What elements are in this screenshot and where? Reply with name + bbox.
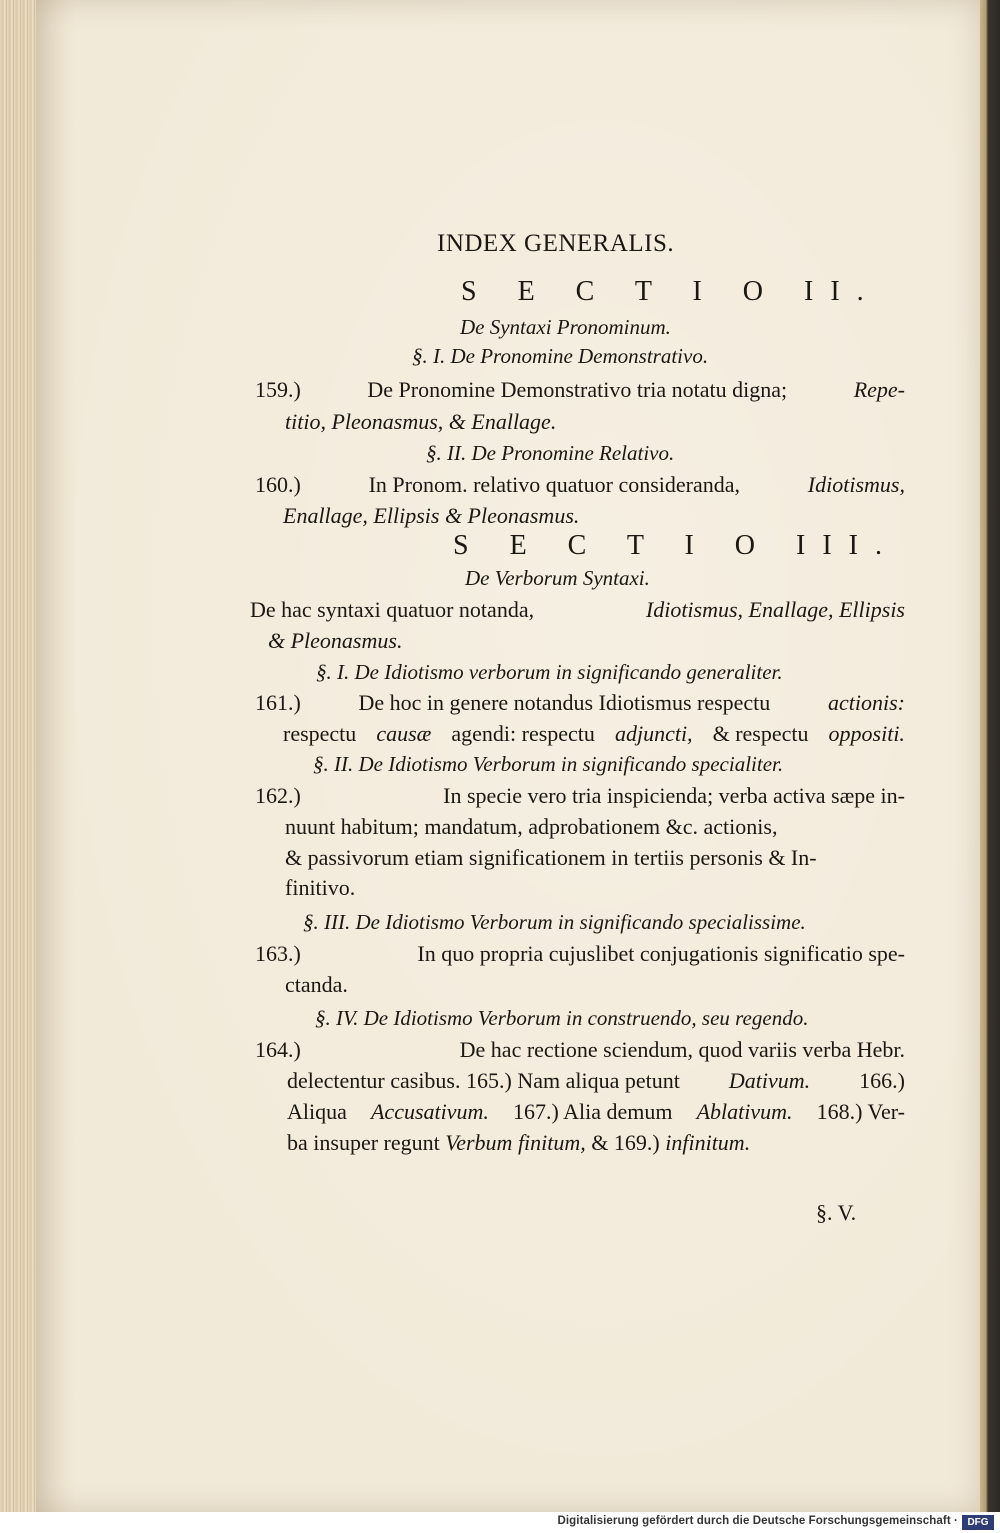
paragraph-heading-construendo: §. IV. De Idiotismo Verborum in construendo, seu regendo. [315,1006,809,1030]
paragraph-heading-relativo: §. II. De Pronomine Relativo. [426,441,675,465]
entry-164-line-1 [255,1037,905,1063]
entry-text: In quo propria cujuslibet conjugationis significatio spe- [417,941,905,966]
intro-text: De hac syntaxi quatuor notanda, [250,597,535,622]
intro-text-italic: Idiotismus, Enallage, Ellipsis [645,597,905,622]
entry-160-line-2: Enallage, Ellipsis & Pleonasmus. [283,503,580,528]
entry-162-line-3: & passivorum etiam significationem in tertiis personis & In- [285,845,817,870]
entry-number: 164.) [255,1037,301,1062]
entry-163-line-1 [255,941,905,967]
section-3-intro-line-1 [250,597,905,623]
entry-161-line-2 [283,721,905,747]
digitization-footer [0,1512,1000,1533]
entry-159-line-1 [255,377,905,403]
entry-text-italic: infinitum. [665,1130,751,1155]
entry-text-italic: Ablativum. [696,1099,793,1124]
running-title: INDEX GENERALIS. [437,230,675,257]
entry-text: & 169.) [591,1130,660,1155]
entry-text: De hac rectione sciendum, quod variis verba Hebr. [459,1037,905,1062]
entry-text: ba insuper regunt [287,1130,440,1155]
page-stack-edge [0,0,38,1512]
entry-text: 168.) Ver- [816,1099,905,1124]
entry-162-line-2: nuunt habitum; mandatum, adprobationem &c. actionis, [285,814,778,839]
section-3-heading: S E C T I O III. [453,530,899,561]
entry-161-line-1 [255,690,905,716]
entry-162-line-1 [255,783,905,809]
entry-text-italic: Accusativum. [370,1099,489,1124]
entry-text-italic: oppositi. [828,721,905,746]
section-3-intro-line-2: & Pleonasmus. [268,628,403,653]
entry-number: 161.) [255,690,301,715]
entry-164-line-4 [287,1130,750,1156]
paragraph-heading-demonstrativo: §. I. De Pronomine Demonstrativo. [412,344,709,368]
entry-160-line-1 [255,472,905,498]
entry-text: agendi: respectu [451,721,595,746]
entry-162-line-4: finitivo. [285,875,356,900]
entry-text: De hoc in genere notandus Idiotismus respectu [358,690,771,715]
entry-text: & respectu [712,721,809,746]
entry-text-italic: Repe- [853,377,905,402]
entry-159-line-2: titio, Pleonasmus, & Enallage. [285,409,557,434]
entry-number: 162.) [255,783,301,808]
entry-text: 166.) [859,1068,905,1093]
entry-text: Aliqua [287,1099,347,1124]
entry-text-italic: adjuncti, [614,721,693,746]
section-2-subtitle: De Syntaxi Pronominum. [460,315,671,339]
entry-number: 160.) [255,472,301,497]
section-3-subtitle: De Verborum Syntaxi. [465,566,650,590]
funding-credit: Digitalisierung gefördert durch die Deutsche Forschungsgemeinschaft · [557,1515,958,1527]
entry-number: 163.) [255,941,301,966]
entry-text-italic: causæ [376,721,432,746]
catchword: §. V. [816,1200,857,1225]
entry-text: De Pronomine Demonstrativo tria notatu digna; [367,377,788,402]
entry-164-line-3 [287,1099,905,1125]
paragraph-heading-generaliter: §. I. De Idiotismo verborum in significando generaliter. [316,660,783,684]
entry-text: In specie vero tria inspicienda; verba activa sæpe in- [443,783,905,808]
dfg-logo: DFG [962,1515,994,1530]
entry-text: delectentur casibus. 165.) Nam aliqua petunt [287,1068,680,1093]
entry-text: respectu [283,721,357,746]
section-2-heading: S E C T I O II. [461,276,881,307]
entry-163-line-2: ctanda. [285,972,348,997]
entry-164-line-2 [287,1068,905,1094]
entry-text: 167.) Alia demum [512,1099,673,1124]
entry-text-italic: Dativum. [728,1068,811,1093]
entry-text-italic: Verbum finitum, [445,1130,586,1155]
entry-text-italic: Idiotismus, [807,472,905,497]
paragraph-heading-specialissime: §. III. De Idiotismo Verborum in significando specialissime. [303,910,806,934]
entry-text-italic: actionis: [827,690,905,715]
entry-text: In Pronom. relativo quatuor consideranda, [368,472,741,497]
entry-number: 159.) [255,377,301,402]
paragraph-heading-specialiter: §. II. De Idiotismo Verborum in significando specialiter. [313,752,784,776]
binding-edge [980,0,1000,1512]
